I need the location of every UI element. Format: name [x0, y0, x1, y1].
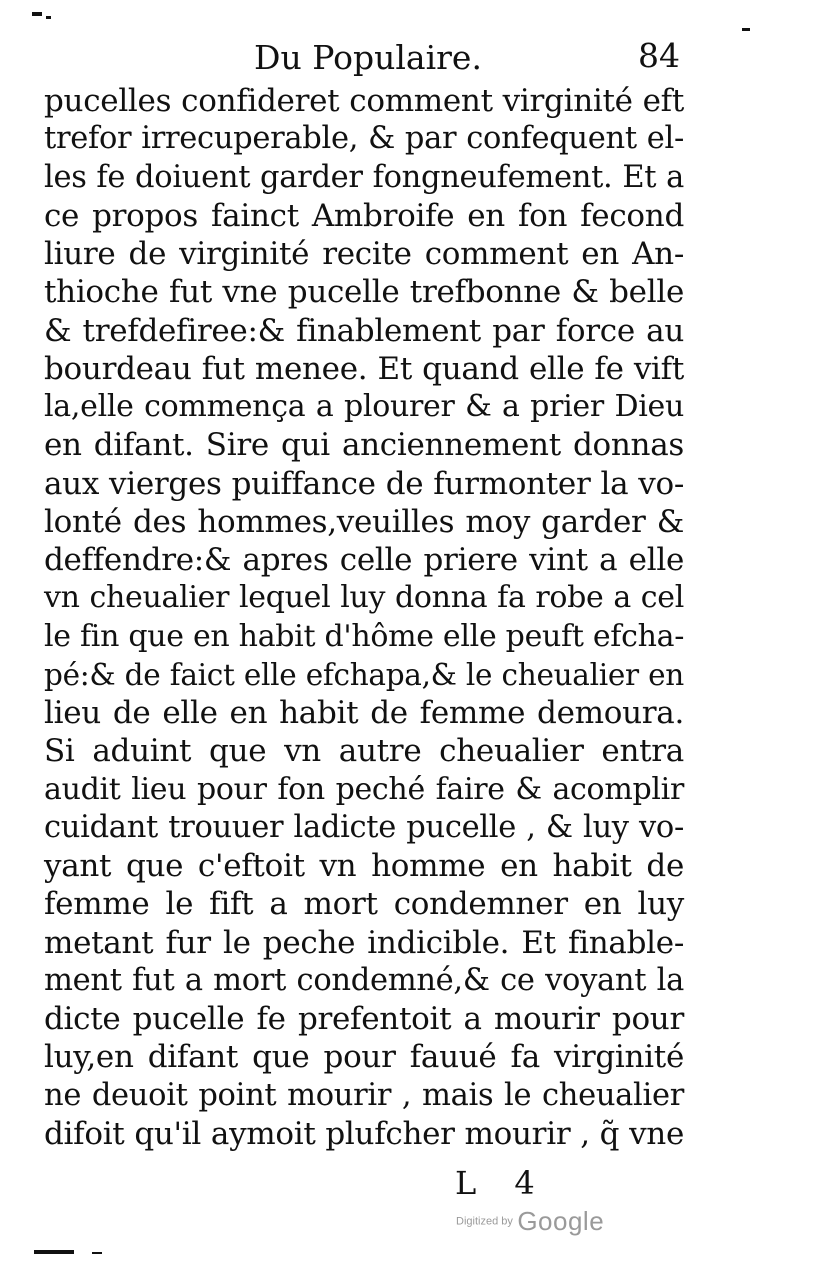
text-line: trefor irrecuperable, & par confequent el- — [44, 121, 684, 157]
ink-speck — [92, 1252, 102, 1254]
ink-speck — [46, 16, 51, 19]
text-line: en difant. Sire qui anciennement donnas — [44, 427, 684, 464]
text-line: ce propos fainct Ambroife en fon fecond — [44, 197, 684, 234]
text-line: le fin que en habit d'hôme elle peuft efcha- — [44, 618, 685, 654]
text-line: dicte pucelle fe prefentoit a mourir pour — [44, 1001, 684, 1037]
running-title: Du Populaire. — [254, 38, 482, 77]
watermark-brand: Google — [517, 1206, 605, 1236]
text-line: cuidant trouuer ladicte pucelle , & luy vo- — [44, 809, 684, 845]
text-line: yant que c'eftoit vn homme en habit de — [44, 848, 684, 884]
text-line: Si aduint que vn autre cheualier entra — [44, 733, 684, 770]
text-line: metant fur le peche indicible. Et finable- — [44, 924, 684, 961]
text-line: vn cheualier lequel luy donna fa robe a cel — [44, 580, 684, 616]
text-line: audit lieu pour fon peché faire & acomplir — [44, 771, 684, 807]
text-line: liure de virginité recite comment en An- — [44, 236, 684, 272]
text-line: lonté des hommes,veuilles moy garder & — [44, 503, 684, 540]
text-line: femme le fift a mort condemner en luy — [44, 886, 684, 923]
ink-speck — [34, 1250, 74, 1254]
text-line: ment fut a mort condemné,& ce voyant la — [44, 962, 684, 998]
text-line: difoit qu'il aymoit plufcher mourir , q̃ vne — [44, 1115, 684, 1152]
text-line: aux vierges puiffance de furmonter la vo- — [44, 465, 684, 502]
digitization-watermark — [456, 1206, 604, 1237]
text-line: les fe doiuent garder fongneufement. Et a — [44, 159, 684, 195]
text-line: & trefdefiree:& finablement par force au — [44, 312, 684, 349]
text-line: deffendre:& apres celle priere vint a elle — [44, 542, 684, 578]
text-line: pucelles confideret comment virginité eft — [44, 83, 684, 119]
signature-mark: L 4 — [455, 1164, 549, 1202]
text-line: thioche fut vne pucelle trefbonne & belle — [44, 274, 684, 311]
text-line: pé:& de faict elle efchapa,& le cheualier en — [44, 657, 684, 692]
text-line: bourdeau fut menee. Et quand elle fe vift — [44, 350, 684, 387]
text-line: ne deuoit point mourir , mais le cheualier — [44, 1077, 684, 1113]
ink-speck — [32, 12, 42, 16]
ink-speck — [742, 28, 750, 31]
text-line: lieu de elle en habit de femme demoura. — [44, 695, 684, 731]
body-text — [44, 82, 684, 1153]
running-head — [48, 32, 688, 84]
page-number: 84 — [638, 36, 680, 75]
text-line: luy,en difant que pour fauué fa virginité — [44, 1039, 684, 1076]
text-line: la,elle commença a plourer & a prier Dieu — [44, 389, 684, 424]
watermark-prefix: Digitized by — [456, 1215, 513, 1228]
